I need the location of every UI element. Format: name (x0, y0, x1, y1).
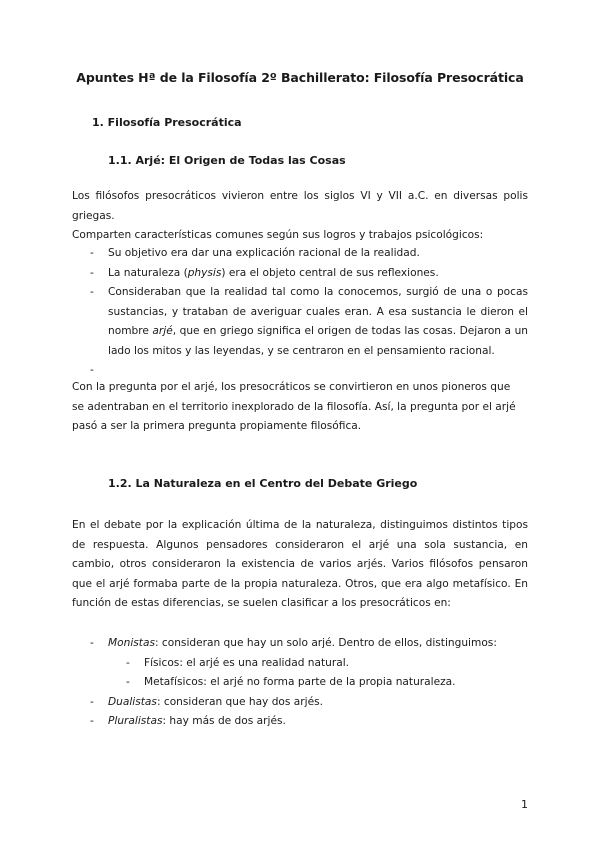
subsection-heading-naturaleza: 1.2. La Naturaleza en el Centro del Debate Griego (108, 477, 418, 490)
characteristics-list (72, 244, 528, 381)
list-item: - La naturaleza (physis) era el objeto central de sus reflexiones. (72, 264, 528, 284)
subsection-heading-arje: 1.1. Arjé: El Origen de Todas las Cosas (108, 154, 346, 167)
sublist-item-metafisicos: - Metafísicos: el arjé no forma parte de la propia naturaleza. (72, 673, 528, 693)
section-heading: 1. Filosofía Presocrática (92, 116, 242, 129)
classification-list (72, 634, 528, 732)
list-item-monistas: - Monistas: consideran que hay un solo arjé. Dentro de ellos, distinguimos: (72, 634, 528, 654)
list-dash: - (90, 266, 94, 279)
list-dash: - (90, 247, 94, 259)
conclusion-line: se adentraban en el territorio inexplorado de la filosofía. Así, la pregunta por el arjé (72, 400, 516, 413)
intro-paragraph (72, 187, 528, 246)
debate-paragraph: En el debate por la explicación última de la naturaleza, distinguimos distintos tipos de respuesta. Algunos pensadores consideraron el arjé una sola sustancia, en cambio, otros consideraron la existencia de varios arjés. Varios filósofos pensaron que el arjé formaba parte de la propia naturaleza. Otros, que era algo metafísico. En función de estas diferencias, se suelen clasificar a los presocráticos en: (72, 519, 528, 609)
list-item-pluralistas: - Pluralistas: hay más de dos arjés. (72, 712, 528, 732)
list-dash: - (90, 715, 94, 727)
list-item: - Su objetivo era dar una explicación racional de la realidad. (72, 244, 528, 264)
list-dash: - (90, 637, 94, 649)
conclusion-line: pasó a ser la primera pregunta propiamente filosófica. (72, 420, 362, 432)
sublist-item-fisicos: - Físicos: el arjé es una realidad natural. (72, 654, 528, 674)
list-dash: - (90, 286, 94, 298)
list-dash: - (126, 676, 130, 688)
list-dash: - (126, 656, 130, 669)
list-dash: - (90, 695, 94, 708)
intro-line: Los filósofos presocráticos vivieron entre los siglos VI y VII a.C. en diversas polis griegas. (72, 190, 528, 222)
intro-line: Comparten características comunes según sus logros y trabajos psicológicos: (72, 229, 484, 241)
page-number: 1 (521, 798, 528, 811)
document-title: Apuntes Hª de la Filosofía 2º Bachillerato: Filosofía Presocrática (76, 70, 524, 85)
list-item-dualistas: - Dualistas: consideran que hay dos arjés. (72, 693, 528, 713)
list-item: - Consideraban que la realidad tal como la conocemos, surgió de una o pocas sustancias, y trataban de averiguar cuales eran. A esa sustancia le dieron el nombre arjé, que en griego significa el origen de todas las cosas. Dejaron a un lado los mitos y las leyendas, y se centraron en el pensamiento racional. (72, 283, 528, 361)
conclusion-line: Con la pregunta por el arjé, los presocráticos se convirtieron en unos pioneros que (72, 381, 511, 393)
list-dash: - (90, 364, 94, 376)
conclusion-paragraph (72, 378, 516, 437)
